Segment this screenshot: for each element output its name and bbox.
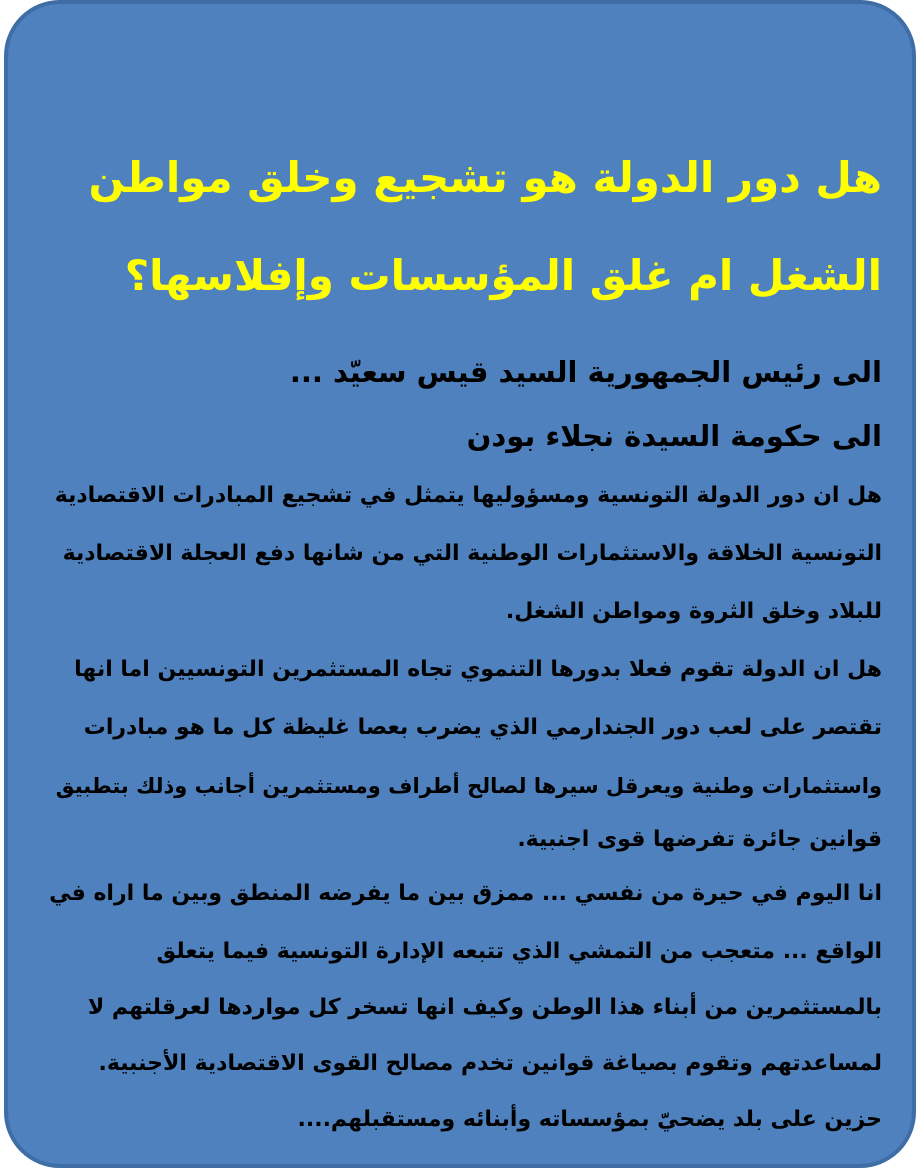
article-card [4, 0, 916, 1168]
body-line: هل ان الدولة تقوم فعلا بدورها التنموي تجاه المستثمرين التونسيين اما انها [74, 657, 882, 682]
article-content [38, 4, 882, 1164]
body-line: تقتصر على لعب دور الجندارمي الذي يضرب بعصا غليظة كل ما هو مبادرات [83, 715, 882, 740]
body-line: بالمستثمرين من أبناء هذا الوطن وكيف انها تسخر كل مواردها لعرقلتهم لا [87, 995, 882, 1020]
addressee-president: الى رئيس الجمهورية السيد قيس سعيّد ... [289, 355, 882, 389]
headline-line-2: الشغل ام غلق المؤسسات وإفلاسها؟ [124, 251, 882, 300]
body-line: هل ان دور الدولة التونسية ومسؤوليها يتمثل في تشجيع المبادرات الاقتصادية [54, 483, 882, 508]
body-line: الواقع ... متعجب من التمشي الذي تتبعه الإدارة التونسية فيما يتعلق [156, 939, 882, 964]
body-line: انا اليوم في حيرة من نفسي ... ممزق بين ما يفرضه المنطق وبين ما اراه في [49, 881, 882, 906]
body-line: التونسية الخلاقة والاستثمارات الوطنية التي من شانها دفع العجلة الاقتصادية [62, 541, 882, 566]
headline-line-1: هل دور الدولة هو تشجيع وخلق مواطن [88, 153, 882, 202]
body-line: قوانين جائرة تفرضها قوى اجنبية. [517, 827, 882, 852]
body-line: لمساعدتهم وتقوم بصياغة قوانين تخدم مصالح القوى الاقتصادية الأجنبية. [98, 1051, 882, 1076]
body-line: للبلاد وخلق الثروة ومواطن الشغل. [505, 599, 882, 624]
body-line: حزين على بلد يضحيّ بمؤسساته وأبنائه ومستقبلهم.... [297, 1107, 882, 1132]
body-line: واستثمارات وطنية ويعرقل سيرها لصالح أطراف ومستثمرين أجانب وذلك بتطبيق [55, 774, 882, 798]
addressee-government: الى حكومة السيدة نجلاء بودن [466, 419, 882, 453]
